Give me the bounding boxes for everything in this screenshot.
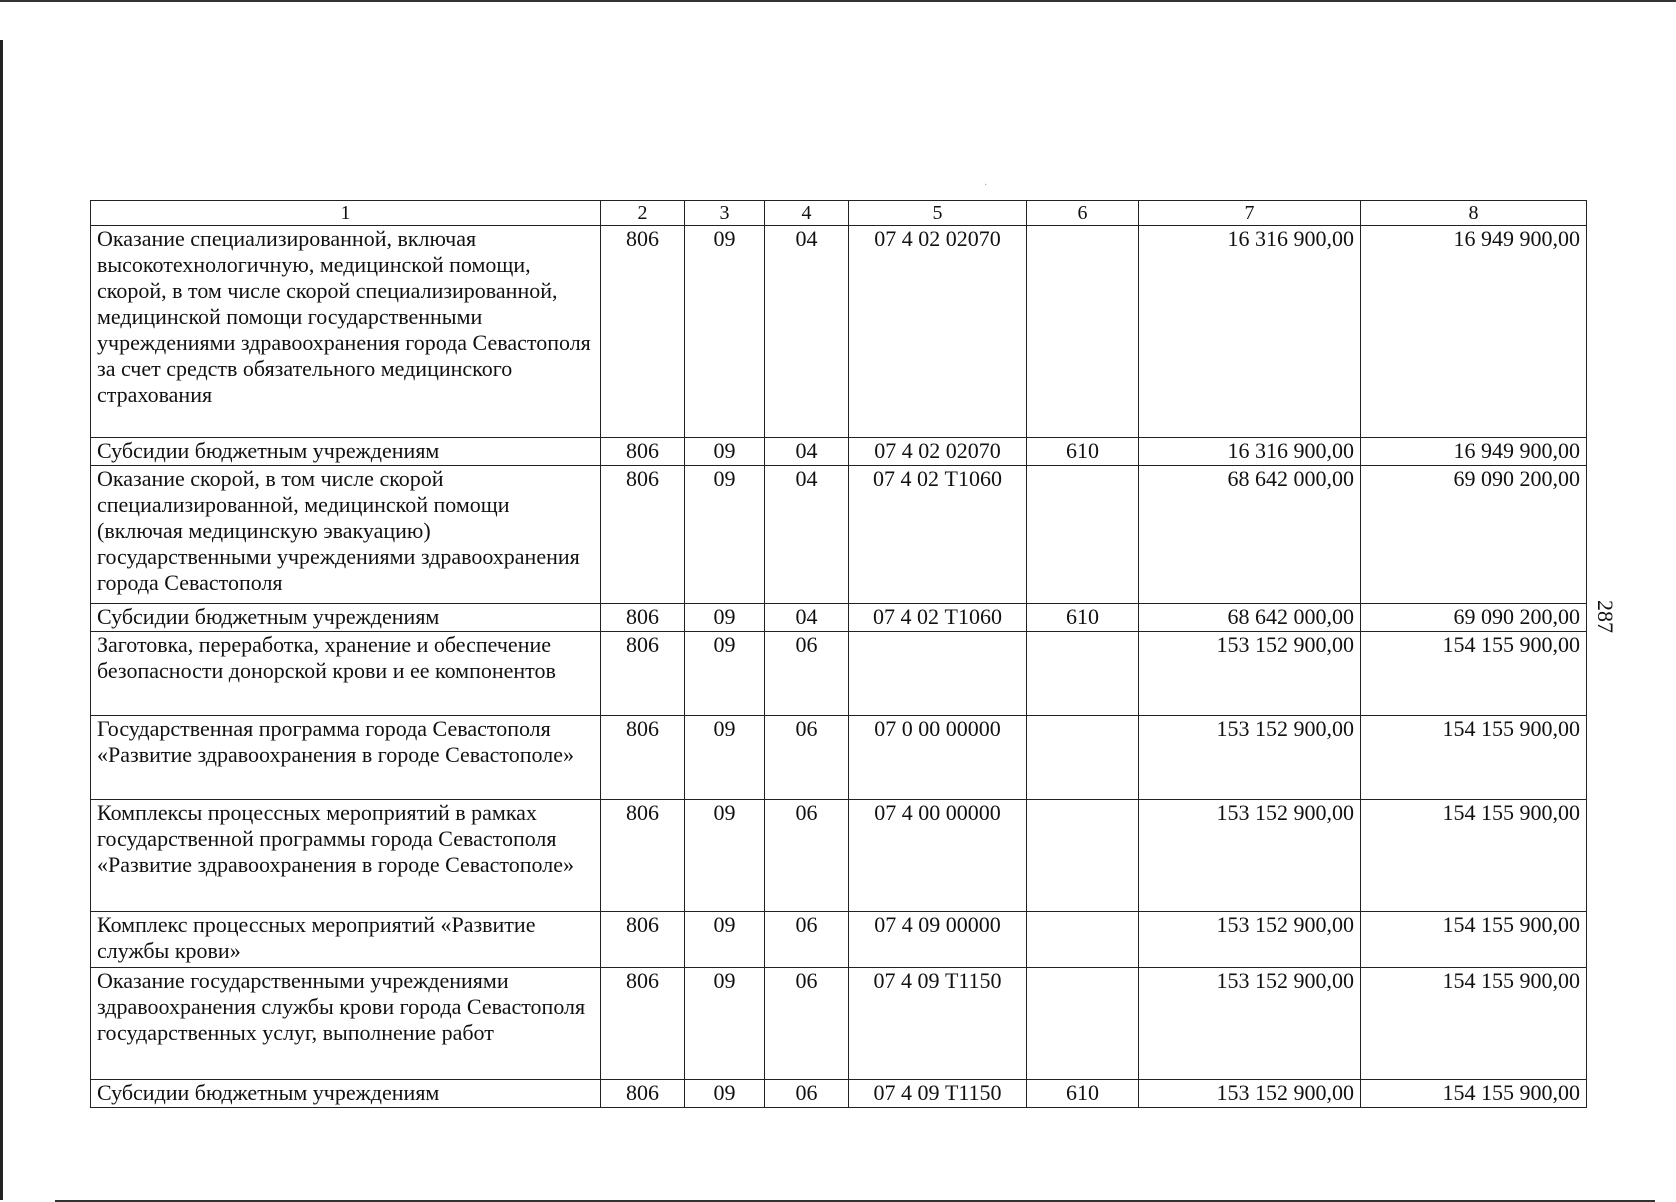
- row-sum-year2: 154 155 900,00: [1361, 632, 1587, 716]
- row-expense-type: [1027, 968, 1139, 1080]
- row-expense-type: 610: [1027, 1080, 1139, 1108]
- table-header: [91, 201, 1587, 226]
- page-border-top: [0, 0, 1676, 2]
- row-section: 09: [685, 438, 765, 466]
- row-sum-year2: 154 155 900,00: [1361, 716, 1587, 800]
- page-number: 287: [1593, 600, 1618, 633]
- header-col-3: 3: [685, 201, 765, 226]
- row-grbs: 806: [601, 604, 685, 632]
- row-expense-type: [1027, 466, 1139, 604]
- row-subsection: 04: [765, 226, 849, 438]
- row-sum-year2: 154 155 900,00: [1361, 968, 1587, 1080]
- row-sum-year2: 154 155 900,00: [1361, 1080, 1587, 1108]
- row-name: Заготовка, переработка, хранение и обеспечение безопасности донорской крови и ее компонентов: [91, 632, 601, 716]
- row-subsection: 04: [765, 466, 849, 604]
- row-target-article: 07 4 00 00000: [849, 800, 1027, 912]
- row-subsection: 06: [765, 800, 849, 912]
- row-target-article: 07 4 09 Т1150: [849, 1080, 1027, 1108]
- row-sum-year2: 69 090 200,00: [1361, 604, 1587, 632]
- row-target-article: 07 4 02 02070: [849, 438, 1027, 466]
- header-col-2: 2: [601, 201, 685, 226]
- row-subsection: 06: [765, 632, 849, 716]
- table-row: [91, 1080, 1587, 1108]
- header-col-4: 4: [765, 201, 849, 226]
- row-sum-year1: 68 642 000,00: [1139, 604, 1361, 632]
- row-target-article: 07 4 09 00000: [849, 912, 1027, 968]
- header-col-8: 8: [1361, 201, 1587, 226]
- table-row: [91, 466, 1587, 604]
- header-col-5: 5: [849, 201, 1027, 226]
- row-target-article: 07 4 02 Т1060: [849, 604, 1027, 632]
- header-col-6: 6: [1027, 201, 1139, 226]
- row-grbs: 806: [601, 716, 685, 800]
- row-name: Комплексы процессных мероприятий в рамках государственной программы города Севастополя «Развитие здравоохранения в городе Севастополе»: [91, 800, 601, 912]
- row-expense-type: [1027, 632, 1139, 716]
- row-sum-year1: 153 152 900,00: [1139, 632, 1361, 716]
- row-sum-year1: 153 152 900,00: [1139, 716, 1361, 800]
- row-expense-type: [1027, 226, 1139, 438]
- row-section: 09: [685, 632, 765, 716]
- row-sum-year1: 153 152 900,00: [1139, 912, 1361, 968]
- header-row: [91, 201, 1587, 226]
- table-row: [91, 716, 1587, 800]
- row-subsection: 06: [765, 1080, 849, 1108]
- row-sum-year1: 153 152 900,00: [1139, 1080, 1361, 1108]
- row-name: Оказание специализированной, включая высокотехнологичную, медицинской помощи, скорой, в том числе скорой специализированной, медицинской помощи государственными учреждениями здравоохранения города Севастополя за счет средств обязательного медицинского страхования: [91, 226, 601, 438]
- table-row: [91, 226, 1587, 438]
- row-sum-year2: 69 090 200,00: [1361, 466, 1587, 604]
- row-section: 09: [685, 226, 765, 438]
- table-row: [91, 968, 1587, 1080]
- row-subsection: 04: [765, 438, 849, 466]
- row-expense-type: [1027, 912, 1139, 968]
- row-sum-year2: 16 949 900,00: [1361, 226, 1587, 438]
- table-row: [91, 604, 1587, 632]
- row-subsection: 04: [765, 604, 849, 632]
- page-border-left: [0, 40, 3, 1200]
- row-section: 09: [685, 466, 765, 604]
- row-sum-year1: 68 642 000,00: [1139, 466, 1361, 604]
- row-expense-type: 610: [1027, 438, 1139, 466]
- row-section: 09: [685, 912, 765, 968]
- row-sum-year1: 153 152 900,00: [1139, 968, 1361, 1080]
- row-section: 09: [685, 800, 765, 912]
- row-name: Оказание скорой, в том числе скорой специализированной, медицинской помощи (включая медицинскую эвакуацию) государственными учреждениями здравоохранения города Севастополя: [91, 466, 601, 604]
- row-name: Субсидии бюджетным учреждениям: [91, 438, 601, 466]
- row-grbs: 806: [601, 466, 685, 604]
- row-grbs: 806: [601, 438, 685, 466]
- row-grbs: 806: [601, 912, 685, 968]
- row-grbs: 806: [601, 632, 685, 716]
- row-target-article: 07 4 02 Т1060: [849, 466, 1027, 604]
- header-col-1: 1: [91, 201, 601, 226]
- row-grbs: 806: [601, 1080, 685, 1108]
- budget-table: [90, 200, 1587, 1108]
- row-grbs: 806: [601, 226, 685, 438]
- row-name: Субсидии бюджетным учреждениям: [91, 604, 601, 632]
- scan-speck: ·: [984, 180, 988, 191]
- header-col-7: 7: [1139, 201, 1361, 226]
- row-grbs: 806: [601, 800, 685, 912]
- row-target-article: 07 4 09 Т1150: [849, 968, 1027, 1080]
- row-expense-type: 610: [1027, 604, 1139, 632]
- row-sum-year1: 16 316 900,00: [1139, 438, 1361, 466]
- row-section: 09: [685, 604, 765, 632]
- row-expense-type: [1027, 800, 1139, 912]
- table-row: [91, 632, 1587, 716]
- row-name: Оказание государственными учреждениями здравоохранения службы крови города Севастополя государственных услуг, выполнение работ: [91, 968, 601, 1080]
- row-sum-year2: 154 155 900,00: [1361, 912, 1587, 968]
- row-section: 09: [685, 1080, 765, 1108]
- row-section: 09: [685, 716, 765, 800]
- table-row: [91, 800, 1587, 912]
- row-sum-year1: 153 152 900,00: [1139, 800, 1361, 912]
- row-name: Государственная программа города Севастополя «Развитие здравоохранения в городе Севастополе»: [91, 716, 601, 800]
- row-subsection: 06: [765, 716, 849, 800]
- row-target-article: 07 0 00 00000: [849, 716, 1027, 800]
- row-subsection: 06: [765, 912, 849, 968]
- row-name: Субсидии бюджетным учреждениям: [91, 1080, 601, 1108]
- table-row: [91, 912, 1587, 968]
- row-grbs: 806: [601, 968, 685, 1080]
- table-body: [91, 226, 1587, 1108]
- row-name: Комплекс процессных мероприятий «Развитие службы крови»: [91, 912, 601, 968]
- row-sum-year1: 16 316 900,00: [1139, 226, 1361, 438]
- row-sum-year2: 154 155 900,00: [1361, 800, 1587, 912]
- row-expense-type: [1027, 716, 1139, 800]
- row-subsection: 06: [765, 968, 849, 1080]
- row-section: 09: [685, 968, 765, 1080]
- table-row: [91, 438, 1587, 466]
- row-sum-year2: 16 949 900,00: [1361, 438, 1587, 466]
- row-target-article: 07 4 02 02070: [849, 226, 1027, 438]
- row-target-article: [849, 632, 1027, 716]
